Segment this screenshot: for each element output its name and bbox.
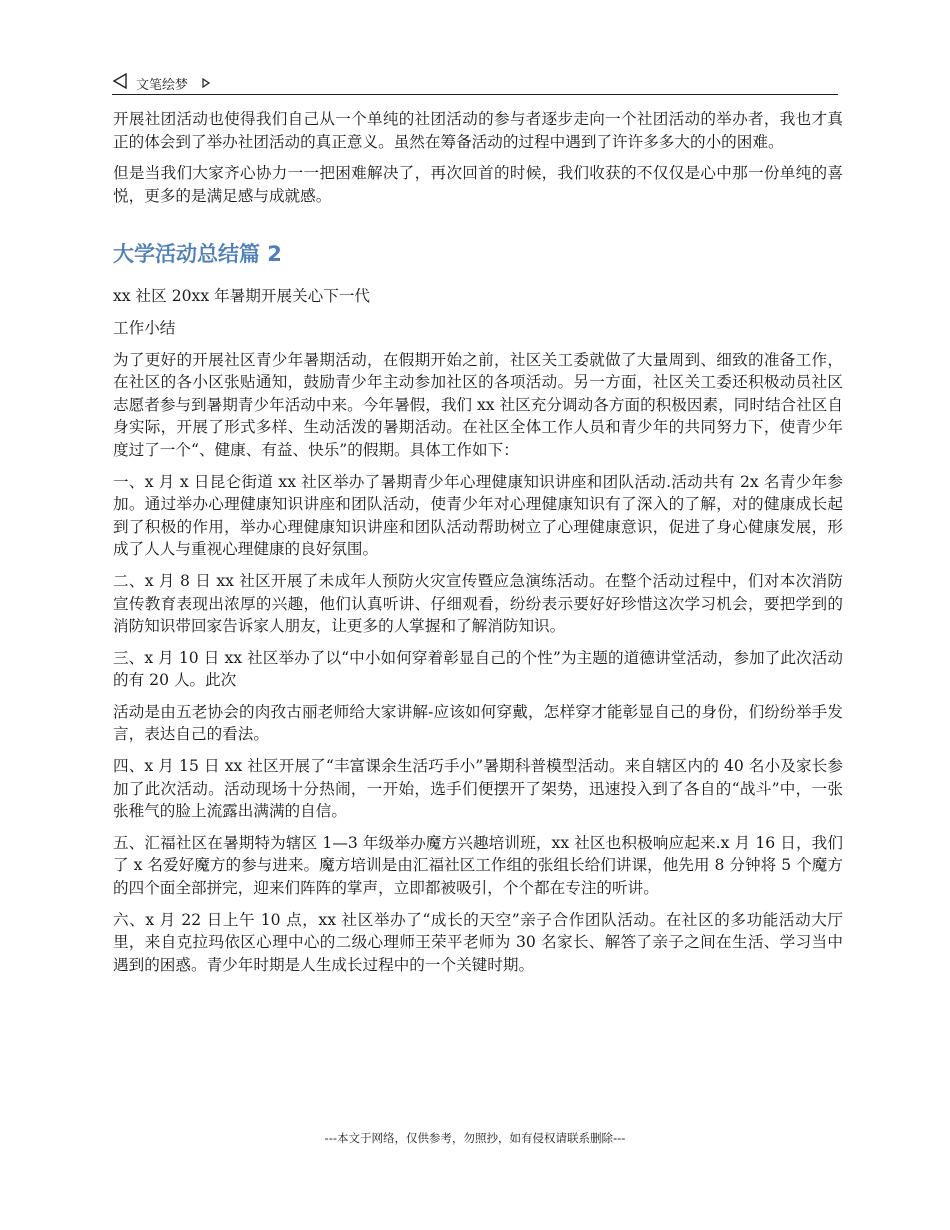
section-title: 大学活动总结篇 2 <box>113 242 282 267</box>
section-paragraph: 二、x 月 8 日 xx 社区开展了未成年人预防火灾宣传暨应急演练活动。在整个活动过程中，们对本次消防宣传教育表现出浓厚的兴趣，他们认真听讲、仔细观看，纷纷表示要好好珍惜这次学习机会，要把学到的消防知识带回家告诉家人朋友，让更多的人掌握和了解消防知识。 <box>113 571 843 636</box>
page-footer: ---本文于网络，仅供参考，勿照抄，如有侵权请联系删除--- <box>324 1131 626 1145</box>
section-paragraph: 工作小结 <box>113 318 176 337</box>
section-paragraph: 三、x 月 10 日 xx 社区举办了以“中小如何穿着彰显自己的个性”为主题的道德讲堂活动，参加了此次活动的有 20 人。此次 <box>113 648 843 690</box>
header-brand: 文笔绘梦 <box>136 78 189 93</box>
triangle-right-icon <box>201 74 211 93</box>
section-paragraph: 六、x 月 22 日上午 10 点，xx 社区举办了“成长的天空”亲子合作团队活动。在社区的多功能活动大厅里，来自克拉玛依区心理中心的二级心理师王荣平老师为 30 名家长、解答了亲子之间在生活、学习当中遇到的困惑。青少年时期是人生成长过程中的一个关键时期。 <box>113 910 843 974</box>
intro-paragraph: 开展社团活动也使得我们自己从一个单纯的社团活动的参与者逐步走向一个社团活动的举办者，我也才真正的体会到了举办社团活动的真正意义。虽然在筹备活动的过程中遇到了许许多多大的小的困难。 <box>113 110 843 151</box>
section-paragraph: 活动是由五老协会的肉孜古丽老师给大家讲解-应该如何穿戴，怎样穿才能彰显自己的身份，们纷纷举手发言，表达自己的看法。 <box>113 702 843 744</box>
section-paragraph: 一、x 月 x 日昆仑街道 xx 社区举办了暑期青少年心理健康知识讲座和团队活动.活动共有 2x 名青少年参加。通过举办心理健康知识讲座和团队活动，使青少年对心理健康知识有了深入的了解，对的健康成长起到了积极的作用，举办心理健康知识讲座和团队活动帮助树立了心理健康意识，促进了身心健康发展，形成了人人与重视心理健康的良好氛围。 <box>113 472 843 559</box>
section-paragraph: xx 社区 20xx 年暑期开展关心下一代 <box>113 287 371 306</box>
triangle-left-icon <box>112 73 128 93</box>
document-body <box>113 108 843 985</box>
page-header <box>112 70 838 95</box>
section-paragraph: 为了更好的开展社区青少年暑期活动，在假期开始之前，社区关工委就做了大量周到、细致的准备工作，在社区的各小区张贴通知，鼓励青少年主动参加社区的各项活动。另一方面，社区关工委还积极动员社区志愿者参与到暑期青少年活动中来。今年暑假，我们 xx 社区充分调动各方面的积极因素，同时结合社区自身实际，开展了形式多样、生动活泼的暑期活动。在社区全体工作人员和青少年的共同努力下，使青少年度过了一个“、健康、有益、快乐”的假期。具体工作如下： <box>113 350 843 459</box>
intro-paragraph: 但是当我们大家齐心协力一一把困难解决了，再次回首的时候，我们收获的不仅仅是心中那一份单纯的喜悦，更多的是满足感与成就感。 <box>113 164 843 205</box>
section-paragraph: 五、汇福社区在暑期特为辖区 1—3 年级举办魔方兴趣培训班，xx 社区也积极响应起来.x 月 16 日，我们了 x 名爱好魔方的参与进来。魔方培训是由汇福社区工作组的张组长给们讲课，他先用 8 分钟将 5 个魔方的四个面全部拼完，迎来们阵阵的掌声，立即都被吸引，个个都在专注的听讲。 <box>113 833 843 898</box>
section-paragraph: 四、x 月 15 日 xx 社区开展了“丰富课余生活巧手小”暑期科普模型活动。来自辖区内的 40 名小及家长参加了此次活动。活动现场十分热闹，一开始，选手们便摆开了架势，迅速投入到了各自的“战斗”中，一张张稚气的脸上流露出满满的自信。 <box>113 757 843 821</box>
